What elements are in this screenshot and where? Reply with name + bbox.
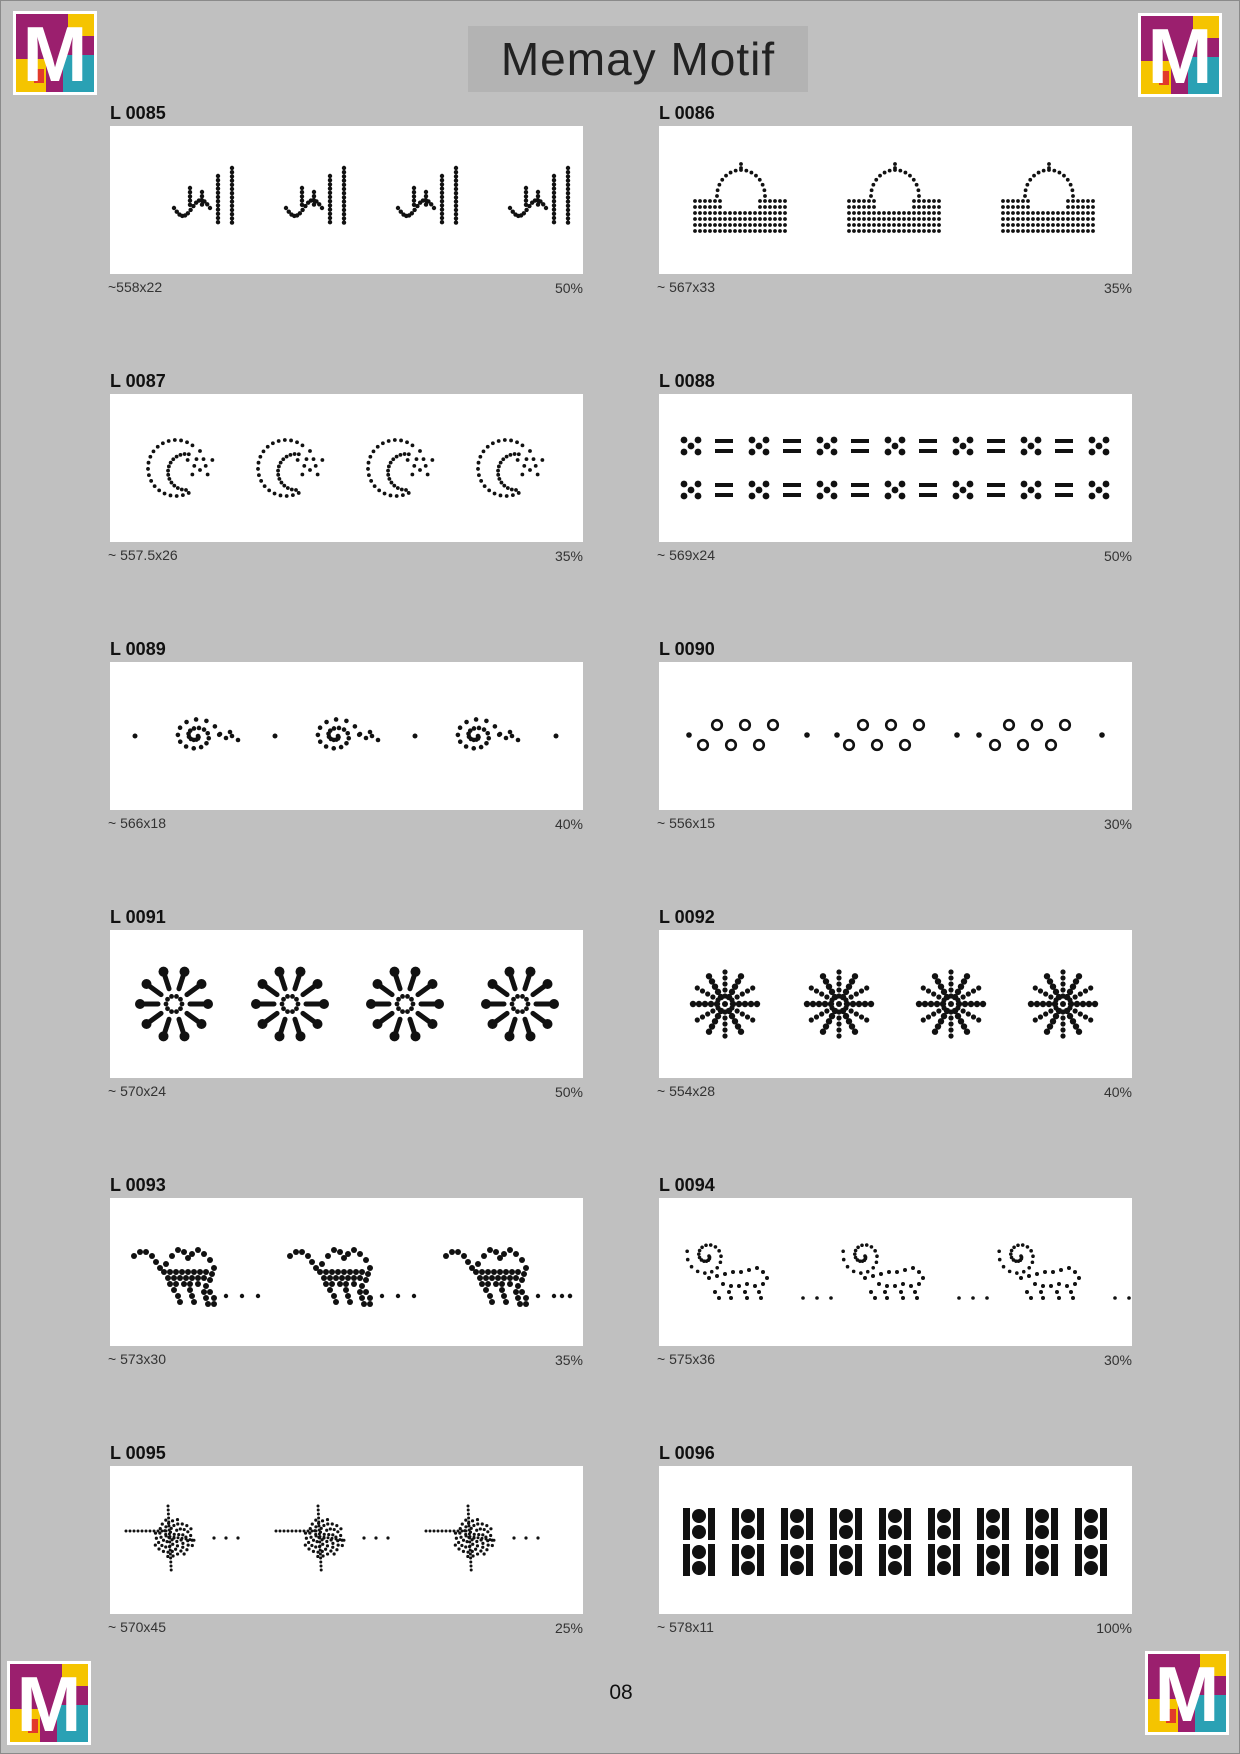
scale-label: 35% [1103,280,1132,296]
item-code: L 0095 [110,1443,166,1463]
svg-text:M: M [1154,1651,1220,1735]
page-number: 08 [609,1681,633,1704]
block-dots-icon [659,1466,1132,1614]
motif-panel[interactable] [659,930,1132,1078]
scale-label: 25% [554,1620,583,1636]
motif-panel[interactable] [659,1466,1132,1614]
size-label: ~ 573x30 [108,1351,166,1367]
memay-logo-icon [1138,13,1222,97]
rings-dots-icon [659,662,1132,810]
item-code: L 0096 [659,1443,715,1463]
scale-label: 50% [554,1084,583,1100]
item-code: L 0091 [110,907,166,927]
motif-panel[interactable] [659,126,1132,274]
scale-label: 100% [1096,1620,1132,1636]
allah-calligraphy-icon [110,126,583,274]
palm-tree-icon [110,1466,583,1614]
memay-logo-icon [1145,1651,1229,1735]
item-code: L 0088 [659,371,715,391]
item-code: L 0085 [110,103,166,123]
snowflake-star-icon [659,930,1132,1078]
item-code: L 0089 [110,639,166,659]
scale-label: 30% [1103,1352,1132,1368]
title-banner [468,26,808,92]
size-label: ~ 575x36 [657,1351,715,1367]
item-code: L 0087 [110,371,166,391]
scale-label: 35% [554,1352,583,1368]
svg-text:M: M [1147,13,1213,97]
scale-label: 40% [554,816,583,832]
motif-panel[interactable] [659,1198,1132,1346]
x-dash-pattern-icon [659,394,1132,542]
item-code: L 0086 [659,103,715,123]
memay-logo-icon [13,11,97,95]
scale-label: 35% [554,548,583,564]
scale-label: 50% [554,280,583,296]
motif-panel[interactable] [110,394,583,542]
motif-panel[interactable] [659,394,1132,542]
swirl-dots-icon [110,662,583,810]
svg-text:M: M [22,11,88,95]
motif-panel[interactable] [110,1466,583,1614]
motif-panel[interactable] [110,1198,583,1346]
size-label: ~ 570x24 [108,1083,166,1099]
sunburst-icon [110,930,583,1078]
size-label: ~ 578x11 [657,1619,714,1635]
chameleon-icon [659,1198,1132,1346]
size-label: ~558x22 [108,279,163,295]
memay-logo-icon [7,1661,91,1745]
motif-panel[interactable] [110,126,583,274]
size-label: ~ 554x28 [657,1083,715,1099]
scale-label: 40% [1103,1084,1132,1100]
size-label: ~ 569x24 [657,547,715,563]
motif-panel[interactable] [659,662,1132,810]
scale-label: 30% [1103,816,1132,832]
mosque-icon [659,126,1132,274]
size-label: ~ 567x33 [657,279,715,295]
item-code: L 0094 [659,1175,715,1195]
item-code: L 0090 [659,639,715,659]
crescent-star-icon [110,394,583,542]
item-code: L 0092 [659,907,715,927]
size-label: ~ 557.5x26 [108,547,178,563]
size-label: ~ 570x45 [108,1619,166,1635]
scale-label: 50% [1103,548,1132,564]
svg-text:M: M [16,1661,82,1745]
camel-icon [110,1198,583,1346]
page-title: Memay Motif [500,33,776,85]
size-label: ~ 556x15 [657,815,715,831]
size-label: ~ 566x18 [108,815,166,831]
motif-panel[interactable] [110,662,583,810]
motif-panel[interactable] [110,930,583,1078]
item-code: L 0093 [110,1175,166,1195]
